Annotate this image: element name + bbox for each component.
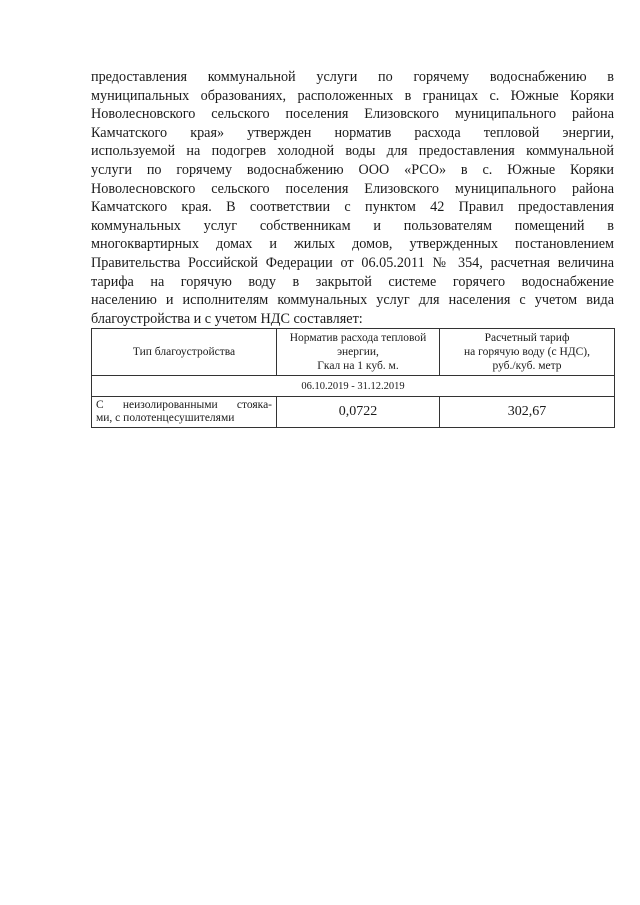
- period-cell: 06.10.2019 - 31.12.2019: [92, 376, 615, 397]
- paragraph-line: услуги по горячему водоснабжению ООО «РСО» в с. Южные Коряки: [91, 161, 614, 178]
- tariff-cell: 302,67: [440, 397, 615, 428]
- paragraph-line: используемой на подогрев холодной воды для предоставления коммунальной: [91, 143, 614, 160]
- paragraph-line: Правительства Российской Федерации от 06.05.2011 № 354, расчетная величина: [91, 254, 614, 271]
- paragraph-line: многоквартирных домах и жилых домов, утвержденных постановлением: [91, 236, 614, 253]
- paragraph-line: Камчатского края» утвержден норматив расхода тепловой энергии,: [91, 124, 614, 141]
- paragraph-line: Новолесновского сельского поселения Елизовского муниципального района: [91, 106, 614, 123]
- body-paragraph: [91, 68, 614, 328]
- paragraph-line: предоставления коммунальной услуги по горячему водоснабжению в: [91, 69, 614, 85]
- type-cell: С неизолированными стояка- ми, с полотенцесушителями: [92, 397, 277, 428]
- tariff-table: [91, 328, 615, 428]
- norm-cell: 0,0722: [277, 397, 440, 428]
- paragraph-line: тарифа на горячую воду в закрытой системе горячего водоснабжение: [91, 273, 614, 290]
- paragraph-line: населению и исполнителям коммунальных услуг для населения с учетом вида: [91, 292, 614, 309]
- header-norm: Норматив расхода тепловой энергии, Гкал на 1 куб. м.: [277, 329, 440, 376]
- paragraph-line: муниципальных образованиях, расположенных в границах с. Южные Коряки: [91, 87, 614, 104]
- header-tariff: Расчетный тариф на горячую воду (с НДС), руб./куб. метр: [440, 329, 615, 376]
- paragraph-line: Камчатского края. В соответствии с пунктом 42 Правил предоставления: [91, 199, 614, 216]
- table-header-row: [92, 329, 615, 376]
- header-type: Тип благоустройства: [92, 329, 277, 376]
- table-row: [92, 397, 615, 428]
- paragraph-line: благоустройства и с учетом НДС составляет:: [91, 310, 363, 327]
- paragraph-line: Новолесновского сельского поселения Елизовского муниципального района: [91, 180, 614, 197]
- table-period-row: [92, 376, 615, 397]
- paragraph-line: коммунальных услуг собственникам и пользователям помещений в: [91, 217, 614, 234]
